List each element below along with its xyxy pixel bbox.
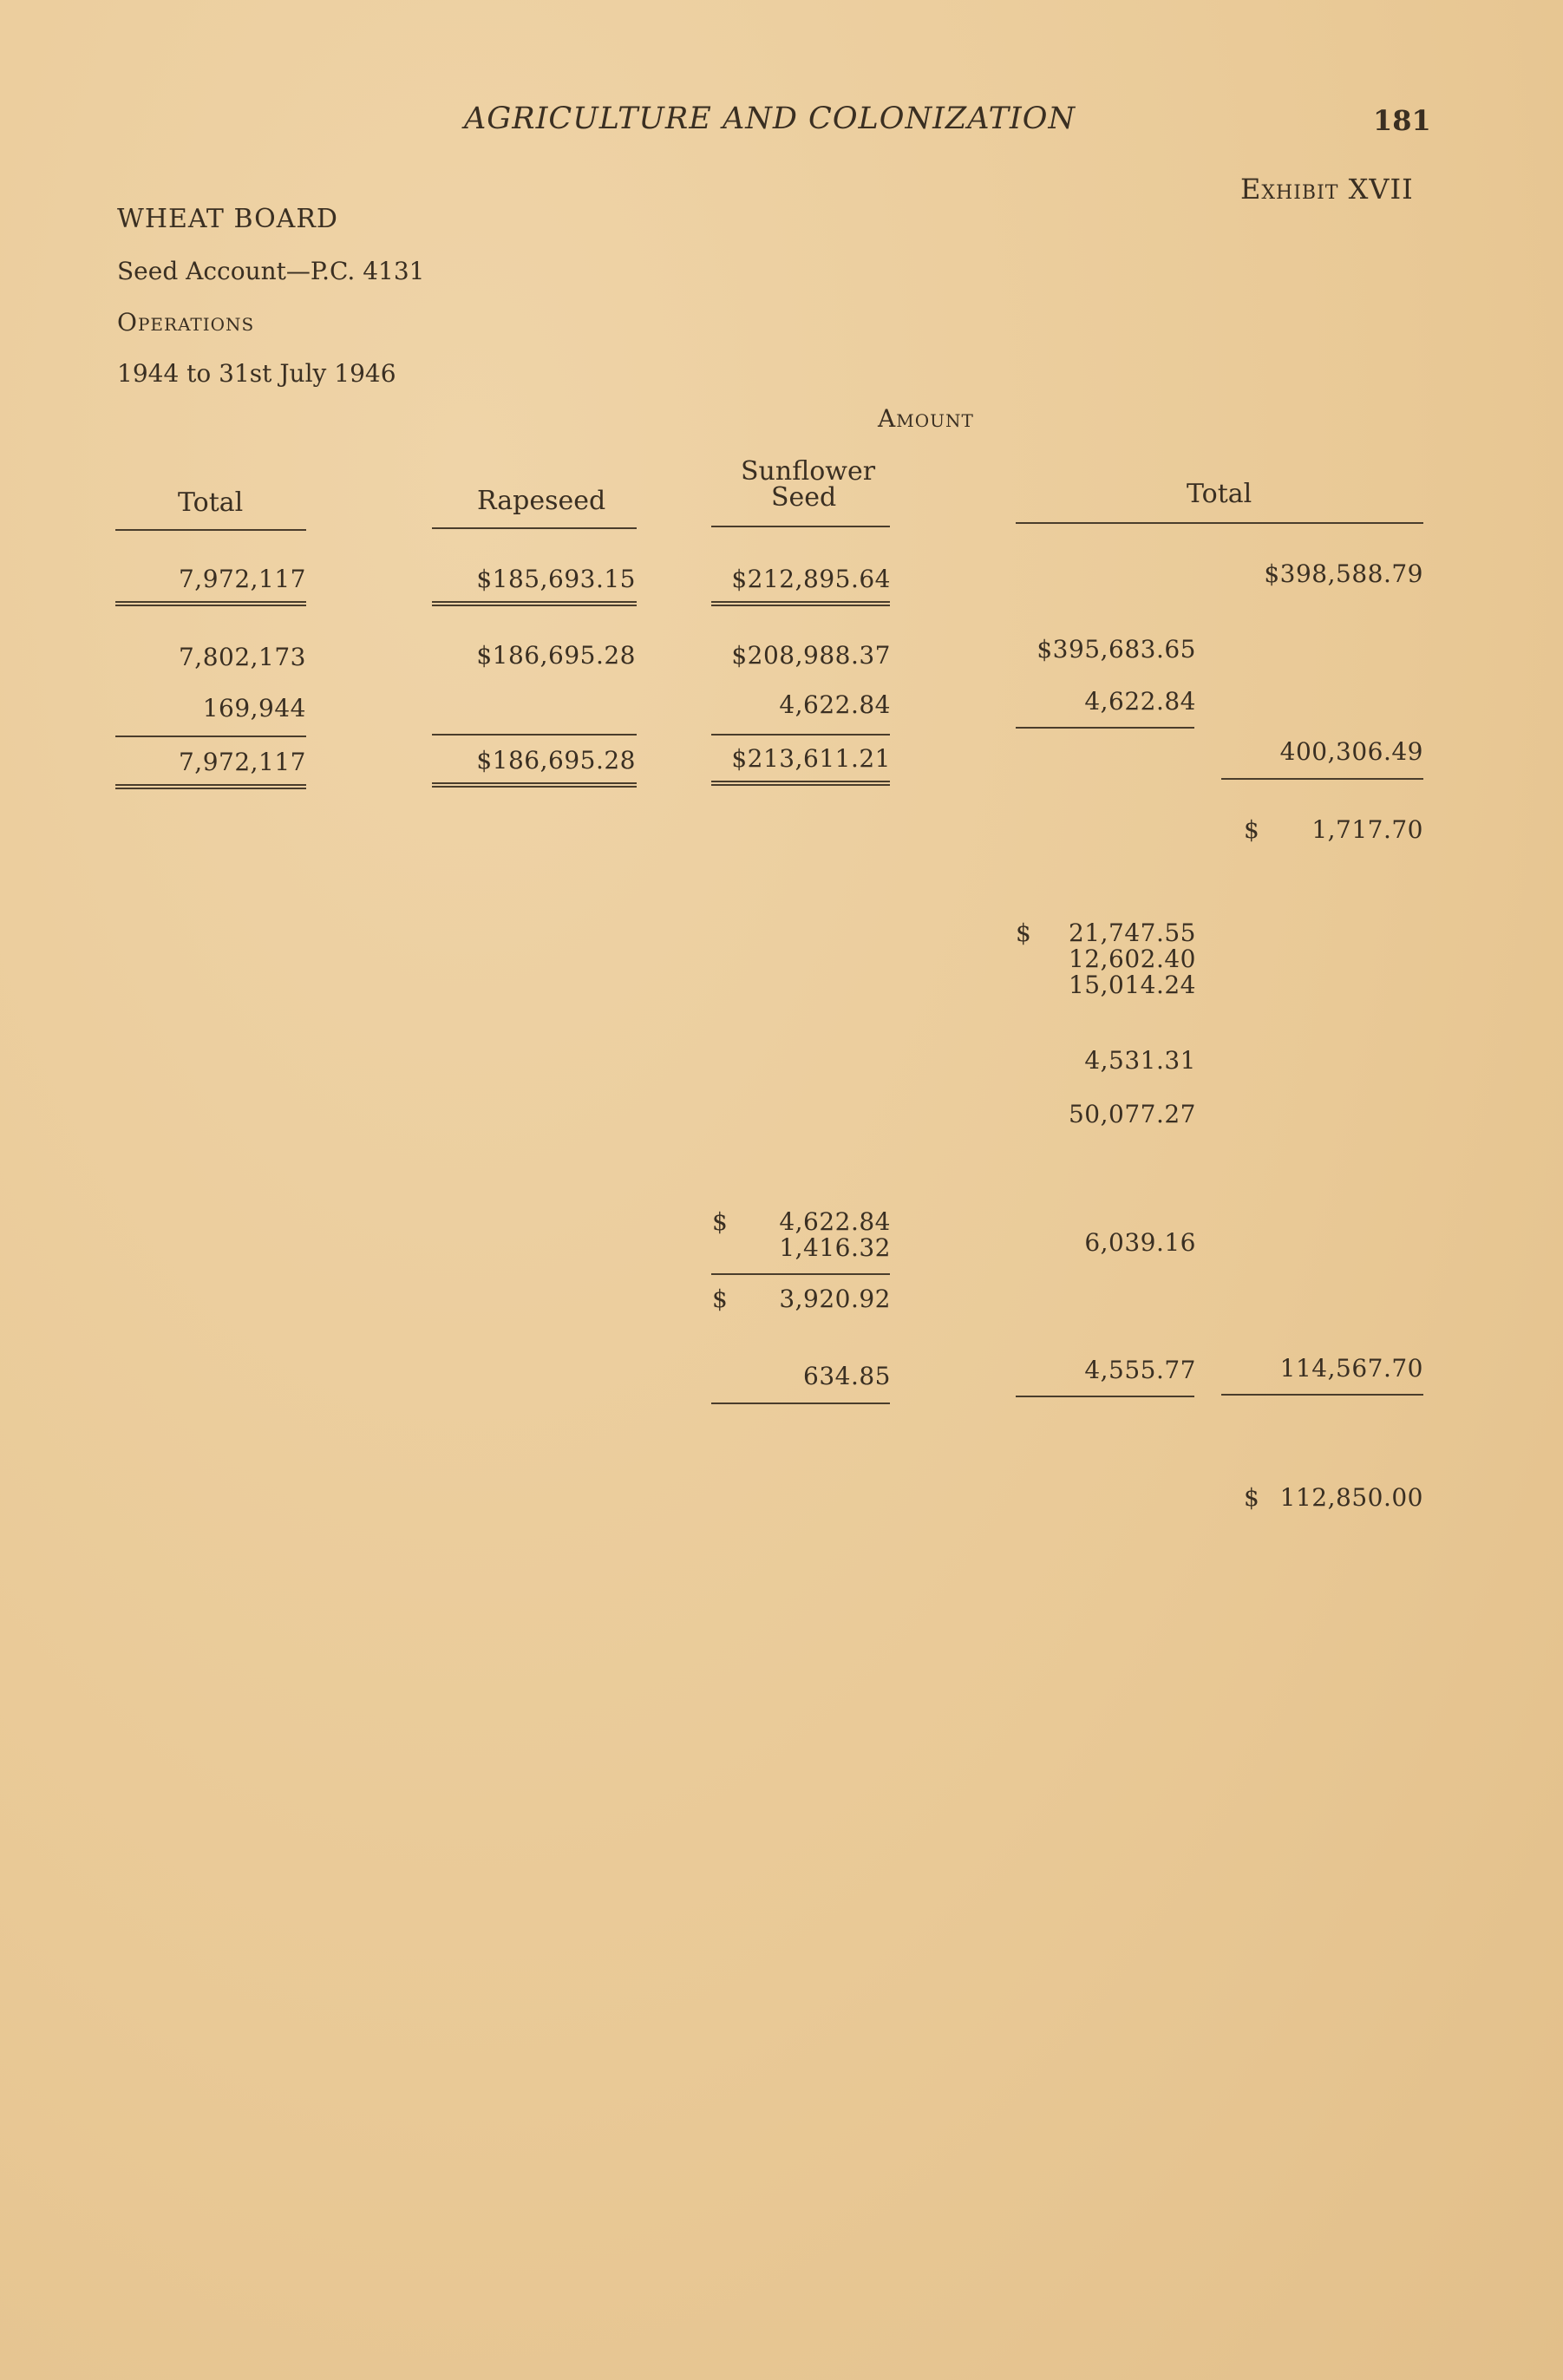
double-rule [432, 601, 637, 606]
cell-grand-total: 114,567.70 [1279, 1354, 1423, 1383]
col-total-left: Total [178, 487, 244, 518]
dollar-sign: $ [712, 1207, 729, 1236]
cell-sunflower: 4,622.84 [779, 1207, 891, 1236]
dollar-sign: $ [712, 1285, 729, 1313]
cell-total: 7,972,117 [178, 748, 306, 776]
cell-rapeseed: $186,695.28 [476, 641, 636, 670]
cell-subtotal: 12,602.40 [1068, 945, 1196, 973]
rule [711, 1402, 890, 1404]
cell-subtotal: 4,555.77 [1084, 1356, 1196, 1384]
cell-sunflower: $208,988.37 [731, 641, 891, 670]
col-sunflower-1: Sunflower [741, 456, 876, 487]
cell-grand-total: 400,306.49 [1279, 737, 1423, 766]
rule [1221, 1394, 1423, 1396]
cell-sunflower: 4,622.84 [779, 690, 891, 719]
cell-grand-total: 112,850.00 [1279, 1483, 1423, 1512]
amount-heading: Amount [878, 404, 974, 433]
rule [1016, 1396, 1194, 1397]
cell-subtotal: 21,747.55 [1068, 919, 1196, 947]
cell-total: 7,972,117 [178, 565, 306, 593]
cell-rapeseed: $186,695.28 [476, 746, 636, 775]
col-total-right: Total [1187, 479, 1252, 509]
page-number: 181 [1373, 104, 1431, 137]
double-rule [711, 781, 890, 786]
cell-rapeseed: $185,693.15 [476, 565, 636, 593]
exhibit-label: Exhibit XVII [1240, 173, 1414, 206]
cell-grand-total: 1,717.70 [1311, 815, 1423, 844]
rule [432, 527, 637, 529]
cell-sunflower: $212,895.64 [731, 565, 891, 593]
cell-total: 7,802,173 [178, 643, 306, 671]
rule [115, 529, 306, 531]
double-rule [115, 601, 306, 606]
cell-subtotal: 4,622.84 [1084, 687, 1196, 716]
rule [711, 526, 890, 527]
period-title: 1944 to 31st July 1946 [117, 359, 396, 388]
col-sunflower-2: Seed [771, 482, 837, 513]
double-rule [432, 782, 637, 788]
section-title: Operations [117, 308, 255, 337]
cell-sunflower: 3,920.92 [779, 1285, 891, 1313]
cell-subtotal: 15,014.24 [1068, 971, 1196, 999]
dollar-sign: $ [1244, 1483, 1260, 1512]
rule [432, 734, 637, 736]
running-title: AGRICULTURE AND COLONIZATION [464, 101, 1076, 136]
col-rapeseed: Rapeseed [477, 486, 606, 516]
org-title: WHEAT BOARD [117, 204, 338, 234]
rule [1016, 727, 1194, 729]
dollar-sign: $ [1016, 919, 1032, 947]
cell-subtotal: 4,531.31 [1084, 1046, 1196, 1075]
rule [711, 1273, 890, 1275]
cell-sunflower: 634.85 [803, 1362, 891, 1390]
cell-subtotal: 50,077.27 [1068, 1100, 1196, 1128]
cell-subtotal: $395,683.65 [1037, 635, 1196, 664]
dollar-sign: $ [1244, 815, 1260, 844]
cell-total: 169,944 [202, 694, 306, 722]
double-rule [115, 784, 306, 789]
rule [1016, 522, 1423, 524]
rule [115, 736, 306, 737]
cell-sunflower: 1,416.32 [779, 1233, 891, 1262]
cell-subtotal: 6,039.16 [1084, 1228, 1196, 1257]
rule [1221, 778, 1423, 780]
account-title: Seed Account—P.C. 4131 [117, 257, 425, 285]
rule [711, 734, 890, 736]
cell-grand-total: $398,588.79 [1264, 559, 1423, 588]
cell-sunflower: $213,611.21 [731, 744, 891, 773]
double-rule [711, 601, 890, 606]
